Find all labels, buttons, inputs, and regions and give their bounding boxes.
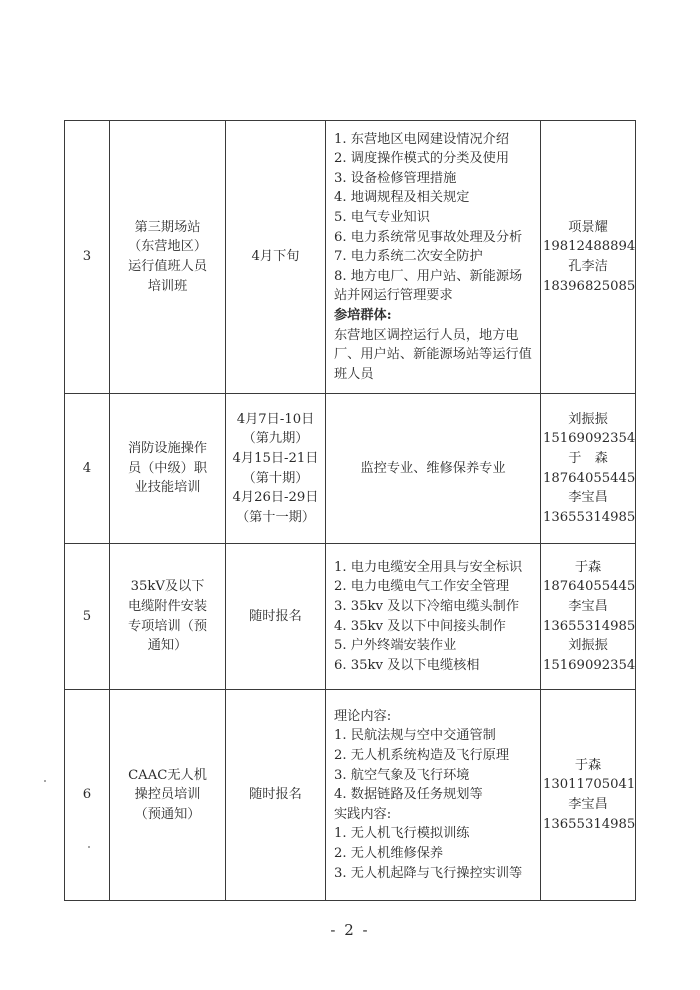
schedule-date xyxy=(226,394,326,544)
content-line: 1. 无人机飞行模拟训练 xyxy=(334,826,470,842)
content-line: 1. 电力电缆安全用具与安全标识 xyxy=(334,559,523,575)
content-line: 3. 35kv 及以下冷缩电缆头制作 xyxy=(334,598,520,614)
table-row xyxy=(65,690,636,901)
contact-name: 刘振振 xyxy=(568,411,608,427)
contact-info xyxy=(541,394,636,544)
content-line: 3. 无人机起降与飞行操控实训等 xyxy=(334,865,523,881)
content-line: 2. 无人机系统构造及飞行原理 xyxy=(334,748,510,764)
content-line: 6. 电力系统常见事故处理及分析 xyxy=(334,229,523,245)
course-name: CAAC无人机操控员培训（预通知） xyxy=(110,690,226,901)
audience-label: 参培群体: xyxy=(334,307,392,323)
content-line: 5. 电气专业知识 xyxy=(334,210,430,226)
content-line: 1. 民航法规与空中交通管制 xyxy=(334,728,496,744)
table-row xyxy=(65,394,636,544)
scan-speck xyxy=(88,846,90,848)
contact-phone: 18764055445 xyxy=(543,579,636,595)
contact-name: 刘振振 xyxy=(568,638,608,654)
contact-phone: 18396825085 xyxy=(543,278,636,294)
content-line: 4. 35kv 及以下中间接头制作 xyxy=(334,618,506,634)
date-line: （第九期） xyxy=(242,431,309,447)
contact-name: 李宝昌 xyxy=(568,490,608,506)
contact-phone: 13655314985 xyxy=(543,509,636,525)
date-line: 随时报名 xyxy=(249,787,302,803)
contact-name: 于 森 xyxy=(568,450,608,466)
contact-phone: 13655314985 xyxy=(543,816,636,832)
page-number: - 2 - xyxy=(330,921,370,939)
training-schedule-table xyxy=(64,120,636,901)
content-line: 1. 东营地区电网建设情况介绍 xyxy=(334,131,510,147)
row-number: 4 xyxy=(65,394,110,544)
contact-name: 于森 xyxy=(574,757,602,773)
content-line: 站并网运行管理要求 xyxy=(334,288,453,304)
schedule-date xyxy=(226,121,326,394)
content-line: 3. 设备检修管理措施 xyxy=(334,170,457,186)
content-line: 8. 地方电厂、用户站、新能源场 xyxy=(334,268,523,284)
schedule-date xyxy=(226,690,326,901)
audience-text: 东营地区调控运行人员，地方电厂、用户站、新能源场站等运行值班人员 xyxy=(334,327,532,382)
contact-phone: 15169092354 xyxy=(543,657,636,673)
content-line: 2. 无人机维修保养 xyxy=(334,845,444,861)
scan-speck xyxy=(44,780,46,782)
contact-phone: 19812488894 xyxy=(543,239,636,255)
content-line: 4. 数据链路及任务规划等 xyxy=(334,787,483,803)
row-number: 5 xyxy=(65,544,110,690)
course-name: 35kV及以下电缆附件安装专项培训（预通知） xyxy=(110,544,226,690)
date-line: 4月15日-21日 xyxy=(232,450,319,466)
course-content xyxy=(326,690,541,901)
content-line: 5. 户外终端安装作业 xyxy=(334,638,457,654)
contact-phone: 18764055445 xyxy=(543,470,636,486)
course-content: 监控专业、维修保养专业 xyxy=(326,394,541,544)
content-line: 2. 调度操作模式的分类及使用 xyxy=(334,151,510,167)
contact-phone: 13011705041 xyxy=(543,777,636,793)
content-line: 7. 电力系统二次安全防护 xyxy=(334,249,483,265)
date-line: 随时报名 xyxy=(249,608,302,624)
row-number: 6 xyxy=(65,690,110,901)
content-line: 3. 航空气象及飞行环境 xyxy=(334,767,470,783)
row-number: 3 xyxy=(65,121,110,394)
table-row xyxy=(65,121,636,394)
content-line: 实践内容: xyxy=(334,806,392,822)
contact-name: 于森 xyxy=(574,559,602,575)
course-name: 消防设施操作员（中级）职业技能培训 xyxy=(110,394,226,544)
course-content xyxy=(326,121,541,394)
contact-name: 李宝昌 xyxy=(568,598,608,614)
date-line: （第十期） xyxy=(242,470,309,486)
date-line: 4月26日-29日 xyxy=(232,490,319,506)
table-row xyxy=(65,544,636,690)
date-line: 4月下旬 xyxy=(251,249,300,265)
contact-phone: 13655314985 xyxy=(543,618,636,634)
contact-phone: 15169092354 xyxy=(543,431,636,447)
content-line: 2. 电力电缆电气工作安全管理 xyxy=(334,579,510,595)
contact-name: 孔李洁 xyxy=(568,259,608,274)
course-name: 第三期场站（东营地区）运行值班人员培训班 xyxy=(110,121,226,394)
contact-name: 李宝昌 xyxy=(568,797,608,812)
date-line: 4月7日-10日 xyxy=(236,411,315,427)
contact-info xyxy=(541,544,636,690)
contact-name: 项景耀 xyxy=(568,219,608,235)
date-line: （第十一期） xyxy=(235,509,316,525)
contact-info xyxy=(541,690,636,901)
content-line: 4. 地调规程及相关规定 xyxy=(334,190,470,206)
contact-info xyxy=(541,121,636,394)
content-line: 6. 35kv 及以下电缆核相 xyxy=(334,657,480,673)
course-content xyxy=(326,544,541,690)
content-line: 理论内容: xyxy=(334,708,392,724)
schedule-date xyxy=(226,544,326,690)
